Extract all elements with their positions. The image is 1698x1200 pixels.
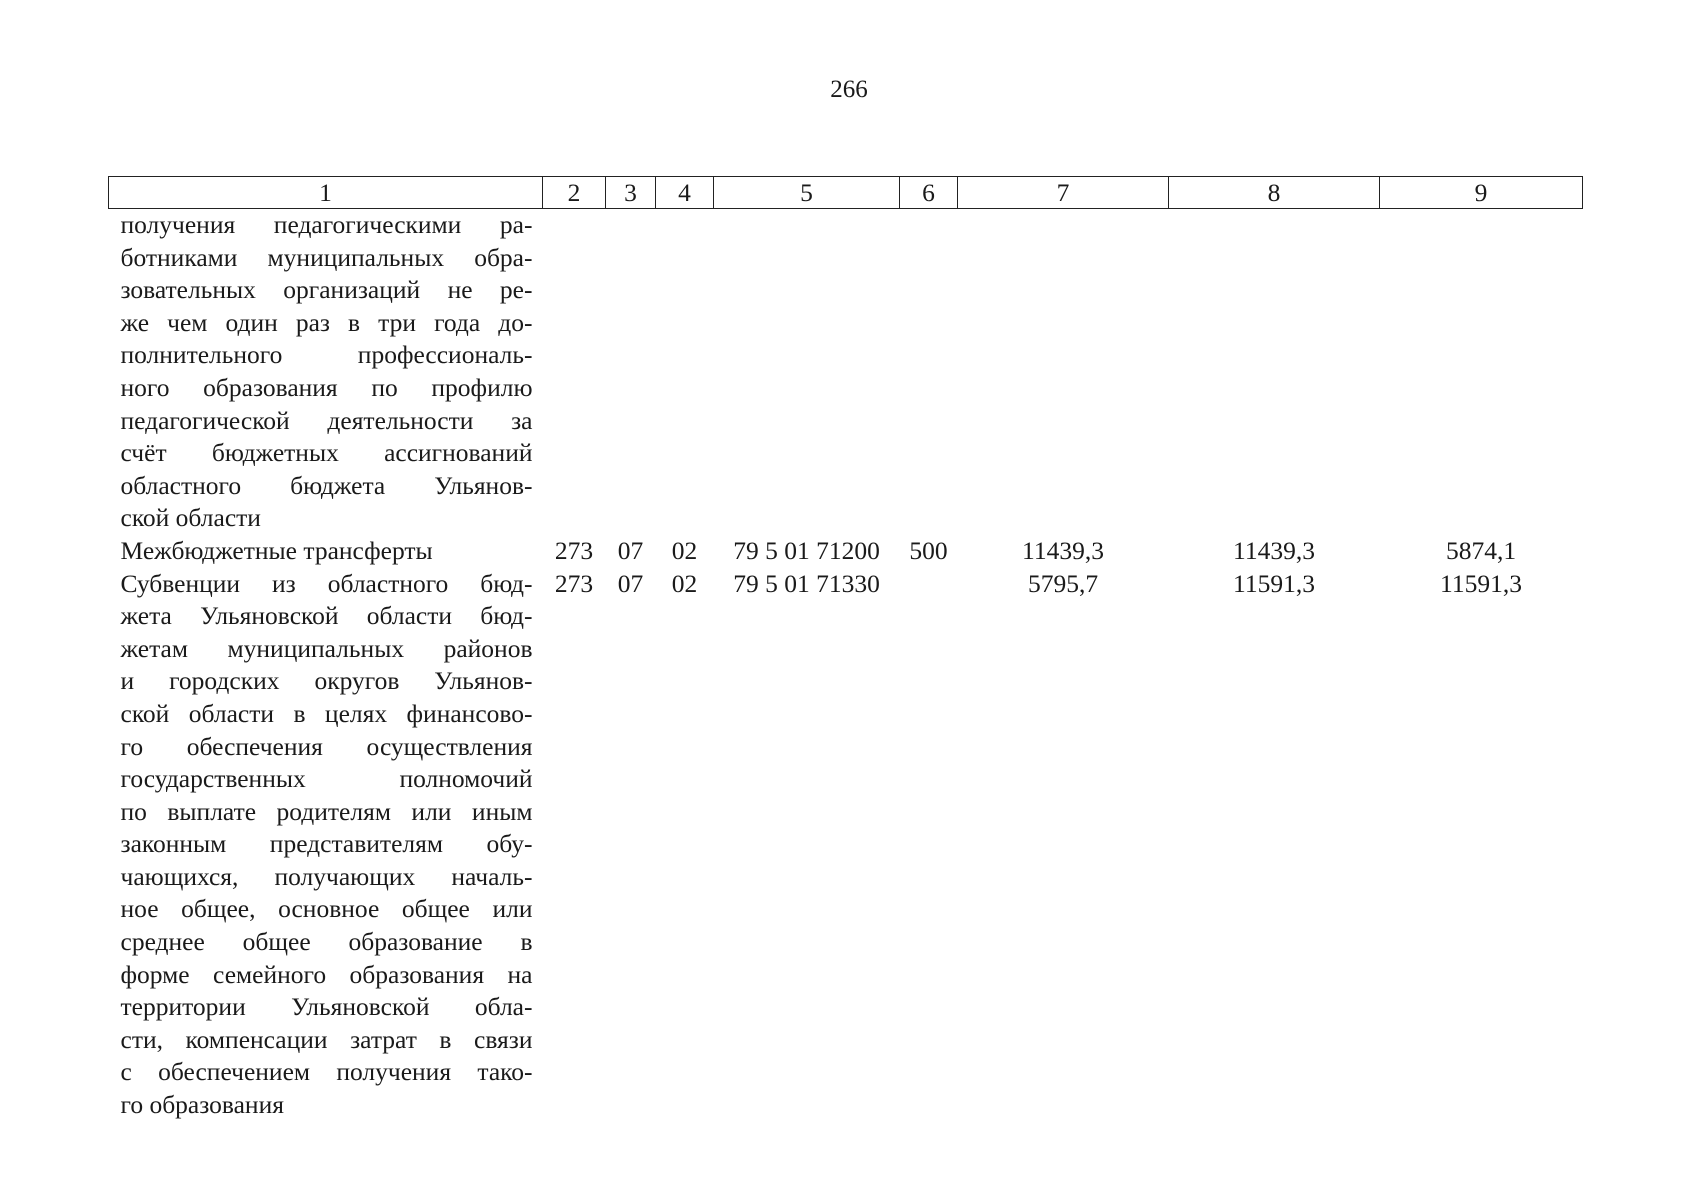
code-column-2 <box>543 209 606 535</box>
amount-column-7: 5795,7 <box>1027 568 1099 598</box>
description-line: получения педагогическими ра- <box>120 210 533 239</box>
description-line: зовательных организаций не ре- <box>120 275 533 305</box>
amount-column-8 <box>1169 209 1380 535</box>
amount-column-9 <box>1380 209 1583 535</box>
description-line: счёт бюджетных ассигнований <box>120 438 533 468</box>
code-column-4: 02 <box>671 568 698 598</box>
target-article-code <box>714 209 900 535</box>
column-header-4: 4 <box>656 177 714 209</box>
table-body <box>109 209 1583 1122</box>
description-line: и городских округов Ульянов- <box>120 666 533 696</box>
description-line: жетам муниципальных районов <box>120 633 533 663</box>
description-text <box>121 568 533 1122</box>
expense-type-code: 500 <box>909 535 948 565</box>
code-column-3: 07 <box>617 568 644 598</box>
description-line: го образования <box>120 1090 284 1120</box>
description-line: территории Ульяновской обла- <box>120 992 533 1022</box>
code-column-2: 273 <box>554 535 594 565</box>
description-line: Межбюджетные трансферты <box>120 535 433 565</box>
column-header-7: 7 <box>958 177 1169 209</box>
row-description <box>109 568 543 1122</box>
description-line: по выплате родителям или иным <box>120 796 533 826</box>
code-column-4: 02 <box>671 535 698 565</box>
column-header-3: 3 <box>606 177 656 209</box>
description-line: педагогической деятельности за <box>120 405 533 435</box>
description-line: сти, компенсации затрат в связи <box>120 1024 533 1054</box>
row-description <box>109 535 543 568</box>
description-line: чающихся, получающих началь- <box>120 861 533 891</box>
description-line: же чем один раз в три года до- <box>120 307 533 337</box>
header-row <box>109 177 1583 209</box>
amount-column-8: 11591,3 <box>1233 568 1315 598</box>
amount-column-8: 11439,3 <box>1233 535 1315 565</box>
column-header-9: 9 <box>1380 177 1583 209</box>
expense-type-code <box>900 209 958 535</box>
description-line: государственных полномочий <box>120 764 533 794</box>
description-line: ской области <box>120 503 261 533</box>
amount-column-7: 11439,3 <box>1022 535 1104 565</box>
target-article-code: 79 5 01 71200 <box>733 535 880 565</box>
code-column-3: 07 <box>617 535 644 565</box>
table-header <box>109 177 1583 209</box>
column-header-1: 1 <box>109 177 543 209</box>
description-line: го обеспечения осуществления <box>120 731 533 761</box>
description-text <box>121 535 533 568</box>
column-header-5: 5 <box>714 177 900 209</box>
description-text <box>121 209 533 535</box>
table-row <box>109 535 1583 568</box>
column-header-6: 6 <box>900 177 958 209</box>
amount-column-9: 11591,3 <box>1440 568 1522 598</box>
code-column-4 <box>656 209 714 535</box>
description-line: среднее общее образование в <box>120 927 533 957</box>
expense-type-code <box>900 568 958 1122</box>
amount-column-9: 5874,1 <box>1445 535 1517 565</box>
description-line: жета Ульяновской области бюд- <box>120 601 533 631</box>
description-line: ное общее, основное общее или <box>120 894 533 924</box>
column-header-8: 8 <box>1169 177 1380 209</box>
row-description <box>109 209 543 535</box>
description-line: ской области в целях финансово- <box>120 698 533 728</box>
code-column-2: 273 <box>554 568 594 598</box>
page-number: 266 <box>830 76 868 103</box>
amount-column-7 <box>958 209 1169 535</box>
description-line: полнительного профессиональ- <box>120 340 533 370</box>
table-row <box>109 568 1583 1122</box>
column-header-2: 2 <box>543 177 606 209</box>
description-line: с обеспечением получения тако- <box>120 1057 533 1087</box>
target-article-code: 79 5 01 71330 <box>733 568 880 598</box>
description-line: Субвенции из областного бюд- <box>120 568 533 598</box>
budget-table <box>108 176 1583 1122</box>
code-column-3 <box>606 209 656 535</box>
table-row <box>109 209 1583 535</box>
description-line: областного бюджета Ульянов- <box>120 470 533 500</box>
description-line: форме семейного образования на <box>120 959 533 989</box>
description-line: ботниками муниципальных обра- <box>120 242 533 272</box>
description-line: законным представителям обу- <box>120 829 533 859</box>
description-line: ного образования по профилю <box>120 372 533 402</box>
